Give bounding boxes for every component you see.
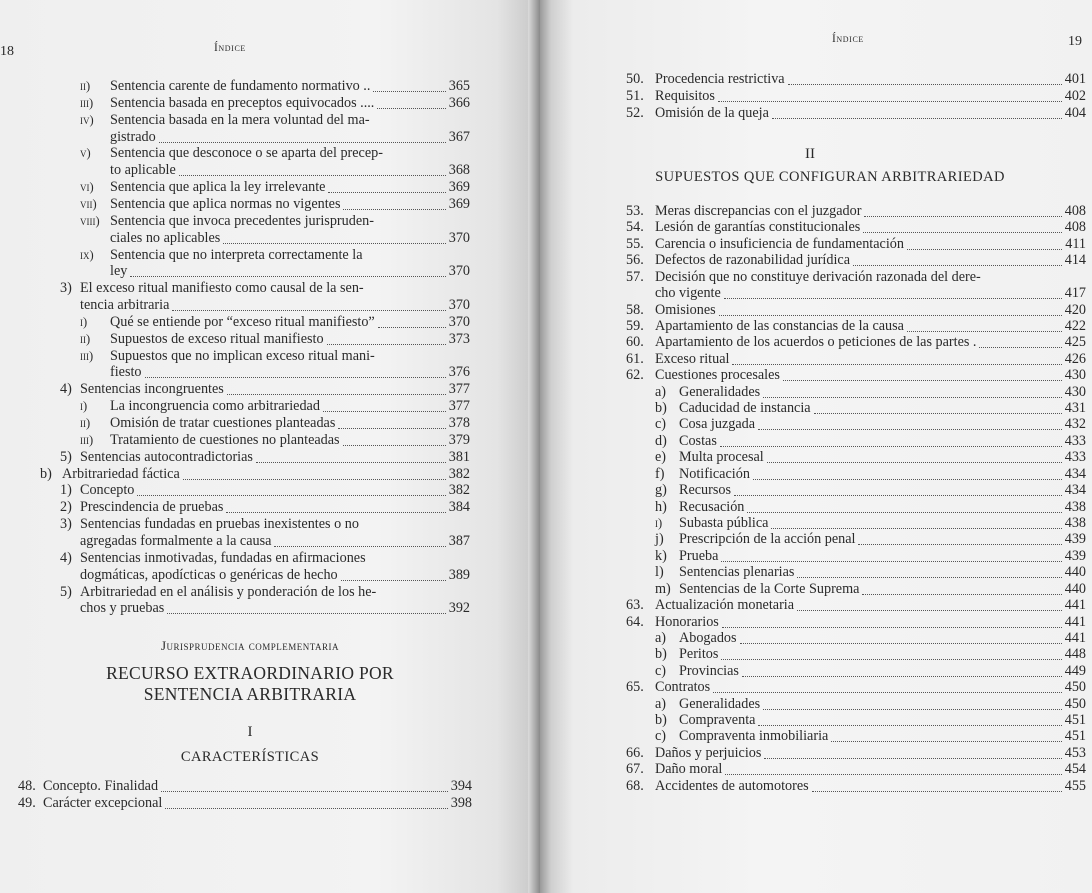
toc-entry-page: 376 <box>448 364 470 381</box>
toc-entry-text: Concepto <box>80 482 135 499</box>
toc-entry-prefix: ii) <box>80 331 91 346</box>
toc-entry-page: 370 <box>448 229 470 246</box>
toc-entry-page: 449 <box>1064 662 1086 679</box>
toc-entry-prefix: b) <box>655 712 667 729</box>
toc-entry-prefix: 59. <box>626 317 644 334</box>
toc-entry-text: Notificación <box>679 465 750 482</box>
toc-entry-text: Cosa juzgada <box>679 416 756 433</box>
toc-entry-prefix: 62. <box>626 367 644 384</box>
left-running-head: Índice <box>214 42 246 54</box>
toc-entry-text: Costas <box>679 432 717 449</box>
toc-entry-text: Provincias <box>679 662 739 679</box>
dot-leader <box>764 757 1061 759</box>
toc-entry-text: Subasta pública <box>679 514 769 531</box>
dot-leader <box>864 215 1061 217</box>
toc-entry-page: 430 <box>1064 383 1086 400</box>
toc-entry-prefix: f) <box>655 465 665 482</box>
dot-leader <box>137 494 445 496</box>
dot-leader <box>742 675 1062 677</box>
dot-leader <box>377 107 445 109</box>
toc-entry-page: 378 <box>448 415 470 431</box>
dot-leader <box>732 363 1061 365</box>
part-one-roman: I <box>247 724 253 740</box>
toc-entry-page: 439 <box>1064 547 1086 564</box>
toc-entry-page: 377 <box>448 398 470 415</box>
dot-leader <box>725 773 1061 775</box>
toc-entry-prefix: iv) <box>80 112 94 127</box>
dot-leader <box>179 174 446 176</box>
toc-entry-text: Lesión de garantías constitucionales <box>655 219 861 236</box>
toc-entry-prefix: 61. <box>626 350 644 367</box>
toc-entry-page: 389 <box>448 566 470 583</box>
toc-entry-page: 454 <box>1064 761 1086 778</box>
toc-entry-text: Sentencias autocontradictorias <box>80 448 253 465</box>
toc-entry-prefix: 5) <box>60 448 72 465</box>
toc-entry-prefix: 54. <box>626 219 644 236</box>
toc-entry-prefix: 4) <box>60 549 72 566</box>
toc-entry-page: 422 <box>1064 317 1086 334</box>
toc-entry-page: 398 <box>450 795 472 811</box>
toc-entry-text: dogmáticas, apodícticas o genéricas de hecho <box>80 566 338 583</box>
toc-entry-page: 404 <box>1064 105 1086 121</box>
toc-entry-text: Prueba <box>679 547 719 564</box>
toc-entry-page: 402 <box>1064 88 1086 104</box>
toc-entry-page: 453 <box>1064 744 1086 761</box>
toc-entry-prefix: i) <box>80 314 88 329</box>
dot-leader <box>172 309 445 311</box>
dot-leader <box>763 708 1062 710</box>
right-page <box>540 0 1092 893</box>
toc-entry-text: Sentencias incongruentes <box>80 381 224 398</box>
part-two-roman: II <box>805 146 815 162</box>
toc-entry-text: Peritos <box>679 646 719 663</box>
toc-entry-text: Sentencias plenarias <box>679 564 795 581</box>
toc-entry-text: Caducidad de instancia <box>679 400 811 417</box>
dot-leader <box>758 724 1061 726</box>
toc-entry-page: 408 <box>1064 219 1086 236</box>
toc-entry-text: Sentencia que no interpreta correctamente la <box>110 246 363 263</box>
toc-entry-prefix: 65. <box>626 679 644 696</box>
toc-entry-text: Sentencia basada en preceptos equivocados .... <box>110 94 375 111</box>
toc-entry-text: ley <box>110 263 128 280</box>
toc-entry-prefix: 57. <box>626 268 644 285</box>
toc-entry-text: Qué se entiende por “exceso ritual manifiesto” <box>110 313 375 330</box>
toc-entry-page: 430 <box>1064 367 1086 384</box>
toc-entry-prefix: i) <box>80 399 88 414</box>
toc-entry-page: 377 <box>448 381 470 398</box>
dot-leader <box>719 314 1062 316</box>
dot-leader <box>373 90 445 92</box>
toc-entry-page: 382 <box>448 482 470 499</box>
toc-entry-page: 450 <box>1064 679 1086 696</box>
dot-leader <box>343 444 446 446</box>
dot-leader <box>788 83 1062 85</box>
dot-leader <box>772 117 1062 119</box>
toc-entry-prefix: 53. <box>626 203 644 219</box>
toc-entry-page: 448 <box>1064 646 1086 663</box>
complementary-section-label: Jurisprudencia complementaria <box>160 638 340 653</box>
main-title-line-2: SENTENCIA ARBITRARIA <box>143 684 357 704</box>
toc-entry-page: 401 <box>1064 71 1086 87</box>
toc-entry-text: Omisión de tratar cuestiones planteadas <box>110 415 336 431</box>
toc-entry-text: Actualización monetaria <box>655 597 795 614</box>
dot-leader <box>797 576 1061 578</box>
right-page-number: 19 <box>1068 34 1082 49</box>
toc-entry-page: 439 <box>1064 531 1086 548</box>
toc-entry-page: 369 <box>448 195 470 212</box>
toc-entry-prefix: b) <box>655 646 667 663</box>
toc-entry-page: 369 <box>448 179 470 196</box>
toc-entry-text: chos y pruebas <box>80 600 165 617</box>
toc-entry-text: Daños y perjuicios <box>655 744 762 761</box>
toc-entry-page: 373 <box>448 330 470 347</box>
dot-leader <box>853 264 1062 266</box>
dot-leader <box>167 612 445 614</box>
toc-entry-text: Omisión de la queja <box>655 105 769 121</box>
toc-entry-text: to aplicable <box>110 162 176 179</box>
toc-entry-page: 367 <box>448 128 470 145</box>
toc-entry-page: 408 <box>1064 203 1086 219</box>
dot-leader <box>758 428 1062 430</box>
toc-entry-text: Meras discrepancias con el juzgador <box>655 203 862 219</box>
toc-entry-prefix: d) <box>655 432 667 449</box>
dot-leader <box>183 478 446 480</box>
toc-entry-page: 420 <box>1064 301 1086 318</box>
toc-entry-text: Compraventa <box>679 712 756 729</box>
dot-leader <box>863 231 1061 233</box>
dot-leader <box>718 100 1062 102</box>
toc-entry-prefix: iii) <box>80 432 94 447</box>
toc-entry-text: Sentencia que invoca precedentes jurispruden- <box>110 212 374 229</box>
toc-entry-page: 379 <box>448 431 470 448</box>
toc-entry-text: Recusación <box>679 498 745 515</box>
toc-entry-prefix: a) <box>655 629 667 646</box>
toc-entry-prefix: 3) <box>60 280 72 297</box>
toc-entry-prefix: 51. <box>626 88 644 104</box>
toc-entry-text: Sentencia que aplica la ley irrelevante <box>110 179 326 196</box>
toc-entry-prefix: a) <box>655 383 667 400</box>
toc-entry-text: Compraventa inmobiliaria <box>679 728 829 745</box>
toc-entry-page: 440 <box>1064 564 1086 581</box>
left-page <box>0 0 540 893</box>
dot-leader <box>721 560 1061 562</box>
toc-entry-page: 434 <box>1064 482 1086 499</box>
toc-entry-text: Arbitrariedad fáctica <box>62 465 180 482</box>
toc-entry-text: Multa procesal <box>679 449 764 466</box>
toc-entry-page: 366 <box>448 94 470 111</box>
toc-entry-page: 441 <box>1064 613 1086 630</box>
toc-entry-prefix: 48. <box>18 778 36 794</box>
toc-entry-text: Supuestos que no implican exceso ritual mani- <box>110 347 375 364</box>
dot-leader <box>979 346 1061 348</box>
toc-entry-prefix: m) <box>655 580 671 597</box>
toc-entry-text: Defectos de razonabilidad jurídica <box>655 252 850 269</box>
toc-entry-text: Cuestiones procesales <box>655 367 780 384</box>
toc-entry-text: Requisitos <box>655 88 715 104</box>
dot-leader <box>862 593 1061 595</box>
toc-entry-prefix: g) <box>655 482 667 499</box>
toc-entry-text: Exceso ritual <box>655 350 730 367</box>
toc-entry-page: 431 <box>1064 400 1086 417</box>
toc-entry-text: Sentencia que aplica normas no vigentes <box>110 195 341 212</box>
dot-leader <box>338 427 445 429</box>
toc-entry-text: fiesto <box>110 364 142 381</box>
toc-entry-text: Apartamiento de las constancias de la causa <box>655 317 904 334</box>
toc-entry-page: 425 <box>1064 334 1086 351</box>
dot-leader <box>130 275 445 277</box>
dot-leader <box>165 807 447 809</box>
dot-leader <box>771 527 1061 529</box>
toc-entry-text: La incongruencia como arbitrariedad <box>110 398 320 415</box>
dot-leader <box>747 511 1061 513</box>
dot-leader <box>327 343 446 345</box>
dot-leader <box>907 248 1062 250</box>
toc-entry-page: 438 <box>1064 514 1086 531</box>
dot-leader <box>858 543 1061 545</box>
toc-entry-prefix: 66. <box>626 744 644 761</box>
toc-entry-text: Generalidades <box>679 695 761 712</box>
toc-entry-text: Carácter excepcional <box>43 795 163 811</box>
toc-entry-text: Honorarios <box>655 613 719 630</box>
dot-leader <box>256 461 446 463</box>
toc-entry-text: Sentencias inmotivadas, fundadas en afirmaciones <box>80 549 366 566</box>
toc-entry-prefix: c) <box>655 728 667 745</box>
dot-leader <box>783 379 1062 381</box>
toc-entry-text: Accidentes de automotores <box>655 777 809 794</box>
toc-entry-page: 441 <box>1064 629 1086 646</box>
dot-leader <box>341 579 446 581</box>
toc-entry-page: 451 <box>1064 712 1086 729</box>
toc-entry-prefix: vi) <box>80 180 94 195</box>
dot-leader <box>797 609 1062 611</box>
toc-entry-text: Sentencia carente de fundamento normativo .. <box>110 78 371 94</box>
dot-leader <box>763 396 1062 398</box>
left-page-number: 18 <box>0 44 14 59</box>
toc-entry-prefix: 58. <box>626 301 644 318</box>
dot-leader <box>223 242 445 244</box>
dot-leader <box>323 410 446 412</box>
toc-entry-prefix: b) <box>40 465 52 482</box>
toc-entry-text: Tratamiento de cuestiones no planteadas <box>110 431 340 448</box>
toc-entry-text: Decisión que no constituye derivación razonada del dere- <box>655 268 981 285</box>
toc-entry-text: agregadas formalmente a la causa <box>80 532 272 549</box>
dot-leader <box>713 691 1062 693</box>
toc-entry-prefix: c) <box>655 662 667 679</box>
toc-entry-prefix: 64. <box>626 613 644 630</box>
toc-entry-prefix: 56. <box>626 252 644 269</box>
toc-entry-text: Sentencias fundadas en pruebas inexistentes o no <box>80 516 359 533</box>
toc-entry-page: 441 <box>1064 597 1086 614</box>
toc-entry-page: 370 <box>448 313 470 330</box>
toc-entry-prefix: iii) <box>80 95 94 110</box>
toc-entry-prefix: i) <box>655 515 663 530</box>
toc-entry-text: El exceso ritual manifiesto como causal de la sen- <box>80 280 364 297</box>
part-two-title: SUPUESTOS QUE CONFIGURAN ARBITRARIEDAD <box>655 169 1005 185</box>
toc-entry-text: Abogados <box>679 629 737 646</box>
toc-entry-prefix: k) <box>655 547 667 564</box>
toc-entry-prefix: j) <box>655 531 664 548</box>
toc-entry-text: Sentencias de la Corte Suprema <box>679 580 860 597</box>
toc-entry-text: Concepto. Finalidad <box>43 778 159 794</box>
toc-entry-page: 382 <box>448 465 470 482</box>
toc-entry-prefix: l) <box>655 564 664 581</box>
dot-leader <box>767 461 1062 463</box>
toc-entry-text: ciales no aplicables <box>110 229 221 246</box>
toc-entry-prefix: ii) <box>80 416 91 430</box>
toc-entry-prefix: 3) <box>60 516 72 533</box>
dot-leader <box>227 393 446 395</box>
toc-entry-page: 455 <box>1064 777 1086 794</box>
toc-entry-page: 411 <box>1065 235 1086 252</box>
toc-entry-prefix: 55. <box>626 235 644 252</box>
toc-entry-page: 426 <box>1064 350 1086 367</box>
dot-leader <box>734 494 1062 496</box>
toc-entry-page: 438 <box>1064 498 1086 515</box>
toc-entry-text: Generalidades <box>679 383 761 400</box>
dot-leader <box>740 642 1062 644</box>
toc-entry-text: Sentencia que desconoce o se aparta del precep- <box>110 145 383 162</box>
dot-leader <box>161 790 448 792</box>
toc-entry-prefix: vii) <box>80 196 97 211</box>
toc-entry-page: 434 <box>1064 465 1086 482</box>
dot-leader <box>907 330 1062 332</box>
toc-entry-text: Prescripción de la acción penal <box>679 531 856 548</box>
toc-entry-page: 370 <box>448 297 470 314</box>
toc-entry-page: 433 <box>1064 432 1086 449</box>
toc-entry-page: 394 <box>450 778 472 794</box>
toc-entry-page: 432 <box>1064 416 1086 433</box>
toc-entry-page: 387 <box>448 532 470 549</box>
toc-entry-text: Recursos <box>679 482 732 499</box>
toc-entry-page: 370 <box>448 263 470 280</box>
toc-entry-prefix: 2) <box>60 499 72 516</box>
toc-entry-prefix: 63. <box>626 597 644 614</box>
toc-entry-text: Arbitrariedad en el análisis y ponderación de los he- <box>80 583 377 600</box>
toc-entry-text: Supuestos de exceso ritual manifiesto <box>110 330 324 347</box>
toc-entry-text: Contratos <box>655 679 711 696</box>
dot-leader <box>226 511 445 513</box>
toc-entry-page: 392 <box>448 600 470 617</box>
toc-entry-prefix: 67. <box>626 761 644 778</box>
toc-entry-page: 433 <box>1064 449 1086 466</box>
dot-leader <box>721 658 1061 660</box>
dot-leader <box>814 412 1062 414</box>
toc-entry-text: cho vigente <box>655 285 721 302</box>
toc-entry-page: 368 <box>448 162 470 179</box>
toc-entry-prefix: a) <box>655 695 667 712</box>
toc-entry-prefix: b) <box>655 400 667 417</box>
toc-entry-prefix: 50. <box>626 71 644 87</box>
dot-leader <box>722 626 1062 628</box>
dot-leader <box>159 141 446 143</box>
dot-leader <box>378 326 446 328</box>
toc-entry-prefix: ii) <box>80 79 91 93</box>
toc-entry-page: 381 <box>448 448 470 465</box>
toc-entry-prefix: viii) <box>80 213 100 228</box>
toc-entry-prefix: 68. <box>626 777 644 794</box>
toc-entry-page: 450 <box>1064 695 1086 712</box>
toc-entry-page: 384 <box>448 499 470 516</box>
toc-entry-prefix: v) <box>80 146 91 161</box>
toc-entry-text: Procedencia restrictiva <box>655 71 785 87</box>
toc-entry-text: Apartamiento de los acuerdos o peticiones de las partes . <box>655 334 977 351</box>
dot-leader <box>145 376 446 378</box>
toc-entry-prefix: 49. <box>18 795 36 811</box>
toc-entry-page: 365 <box>448 78 470 94</box>
dot-leader <box>343 208 445 210</box>
toc-entry-page: 440 <box>1064 580 1086 597</box>
toc-entry-prefix: c) <box>655 416 667 433</box>
toc-entry-text: Prescindencia de pruebas <box>80 499 224 516</box>
dot-leader <box>274 545 445 547</box>
dot-leader <box>328 191 445 193</box>
toc-entry-prefix: 1) <box>60 482 72 499</box>
toc-entry-page: 451 <box>1064 728 1086 745</box>
right-running-head: Índice <box>832 33 864 45</box>
toc-entry-prefix: 52. <box>626 105 644 121</box>
toc-entry-prefix: ix) <box>80 247 94 262</box>
dot-leader <box>753 478 1062 480</box>
dot-leader <box>831 740 1061 742</box>
toc-entry-page: 414 <box>1064 252 1086 269</box>
toc-entry-prefix: 4) <box>60 381 72 398</box>
toc-entry-text: tencia arbitraria <box>80 297 170 314</box>
toc-entry-text: Daño moral <box>655 761 723 778</box>
main-title-line-1: RECURSO EXTRAORDINARIO POR <box>106 663 394 683</box>
toc-entry-prefix: 5) <box>60 583 72 600</box>
toc-entry-page: 417 <box>1064 285 1086 302</box>
dot-leader <box>812 790 1062 792</box>
toc-entry-prefix: iii) <box>80 348 94 363</box>
toc-entry-prefix: 60. <box>626 334 644 351</box>
toc-entry-text: Sentencia basada en la mera voluntad del ma- <box>110 111 370 128</box>
toc-entry-text: Omisiones <box>655 301 716 318</box>
toc-entry-prefix: e) <box>655 449 667 466</box>
part-one-title: CARACTERÍSTICAS <box>180 749 320 765</box>
toc-entry-text: Carencia o insuficiencia de fundamentación <box>655 235 904 252</box>
toc-entry-text: gistrado <box>110 128 156 145</box>
dot-leader <box>720 445 1062 447</box>
toc-entry-prefix: h) <box>655 498 667 515</box>
dot-leader <box>724 297 1062 299</box>
